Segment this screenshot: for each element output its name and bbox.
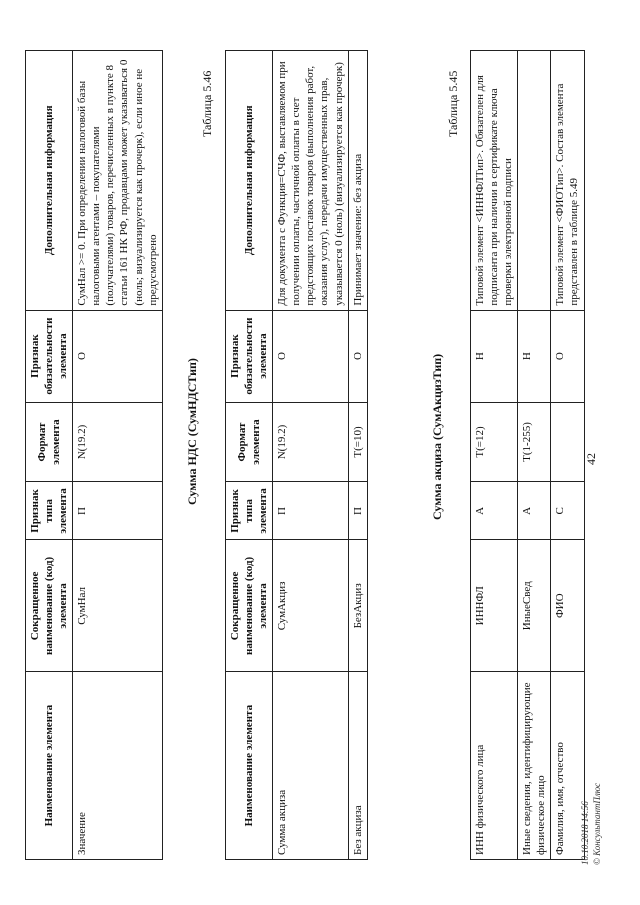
column-header: Наименование элемента bbox=[26, 672, 73, 860]
cell: T(1-255) bbox=[518, 402, 551, 482]
cell: ИныеСвед bbox=[518, 540, 551, 672]
cell: Значение bbox=[73, 672, 162, 860]
cell: О bbox=[551, 310, 584, 402]
cell: БезАкциз bbox=[348, 540, 367, 672]
cell: Н bbox=[471, 310, 518, 402]
cell: Сумма акциза bbox=[273, 672, 348, 860]
table-number: Таблица 5.46 bbox=[200, 70, 214, 137]
cell: N(19.2) bbox=[273, 402, 348, 482]
cell: СумНал >= 0. При определении налоговой базы налоговыми агентами – покупателями (получателями) товаров, перечисленных в пункте 8 статьи 161 НК РФ, продавцами может указываться 0 (ноль; визуализируется как прочерк), если иное не предусмотрено bbox=[73, 51, 162, 311]
column-header: Признак обязательности элемента bbox=[26, 310, 73, 402]
table-row bbox=[471, 51, 518, 860]
cell: П bbox=[73, 482, 162, 540]
table-number: Таблица 5.45 bbox=[446, 70, 460, 137]
column-header: Дополнительная информация bbox=[26, 51, 73, 311]
top-table bbox=[470, 50, 585, 860]
cell: СумАкциз bbox=[273, 540, 348, 672]
column-header: Сокращенное наименование (код) элемента bbox=[226, 540, 273, 672]
cell: Типовой элемент <ФИОТип>. Состав элемента представлен в таблице 5.49 bbox=[551, 51, 584, 311]
column-header: Признак обязательности элемента bbox=[226, 310, 273, 402]
column-header: Сокращенное наименование (код) элемента bbox=[26, 540, 73, 672]
cell: П bbox=[348, 482, 367, 540]
cell: С bbox=[551, 482, 584, 540]
document-stamp bbox=[580, 783, 603, 865]
cell: T(=12) bbox=[471, 402, 518, 482]
table-title: Сумма НДС (СумНДСТип) bbox=[185, 358, 199, 505]
cell: N(19.2) bbox=[73, 402, 162, 482]
cell: А bbox=[518, 482, 551, 540]
cell: О bbox=[348, 310, 367, 402]
column-header: Формат элемента bbox=[26, 402, 73, 482]
table-row bbox=[273, 51, 348, 860]
table-header-row bbox=[226, 51, 273, 860]
table-546 bbox=[25, 50, 163, 860]
stamp-date: 10.10.2018 14:56 bbox=[580, 801, 590, 865]
cell bbox=[518, 51, 551, 311]
cell bbox=[551, 402, 584, 482]
column-header: Наименование элемента bbox=[226, 672, 273, 860]
table-header-row bbox=[26, 51, 73, 860]
cell: Для документа с Функция=СЧФ, выставляемом при получении оплаты, частичной оплаты в счет предстоящих поставок товаров (выполнения работ, оказания услуг), передачи имущественных прав, указывается 0 (ноль) (визуализируется как прочерк) bbox=[273, 51, 348, 311]
cell: Принимает значение: без акциза bbox=[348, 51, 367, 311]
cell: Иные сведения, идентифицирующие физическое лицо bbox=[518, 672, 551, 860]
table-row bbox=[551, 51, 584, 860]
cell: О bbox=[273, 310, 348, 402]
cell: ФИО bbox=[551, 540, 584, 672]
cell: Типовой элемент <ИННФЛТип>. Обязателен для подписанта при наличии в сертификате ключа проверки электронной подписи bbox=[471, 51, 518, 311]
cell: П bbox=[273, 482, 348, 540]
column-header: Признак типа элемента bbox=[226, 482, 273, 540]
column-header: Формат элемента bbox=[226, 402, 273, 482]
table-row bbox=[518, 51, 551, 860]
table-row bbox=[73, 51, 162, 860]
cell: ИНН физического лица bbox=[471, 672, 518, 860]
cell: ИННФЛ bbox=[471, 540, 518, 672]
table-title: Сумма акциза (СумАкцизТип) bbox=[430, 353, 444, 520]
cell: Фамилия, имя, отчество bbox=[551, 672, 584, 860]
stamp-source: © КонсультантПлюс bbox=[591, 783, 602, 865]
page-number: 42 bbox=[584, 453, 598, 465]
cell: Без акциза bbox=[348, 672, 367, 860]
column-header: Признак типа элемента bbox=[26, 482, 73, 540]
column-header: Дополнительная информация bbox=[226, 51, 273, 311]
cell: СумНал bbox=[73, 540, 162, 672]
cell: А bbox=[471, 482, 518, 540]
cell: О bbox=[73, 310, 162, 402]
table-row bbox=[348, 51, 367, 860]
cell: Н bbox=[518, 310, 551, 402]
table-545 bbox=[225, 50, 368, 860]
cell: T(=10) bbox=[348, 402, 367, 482]
